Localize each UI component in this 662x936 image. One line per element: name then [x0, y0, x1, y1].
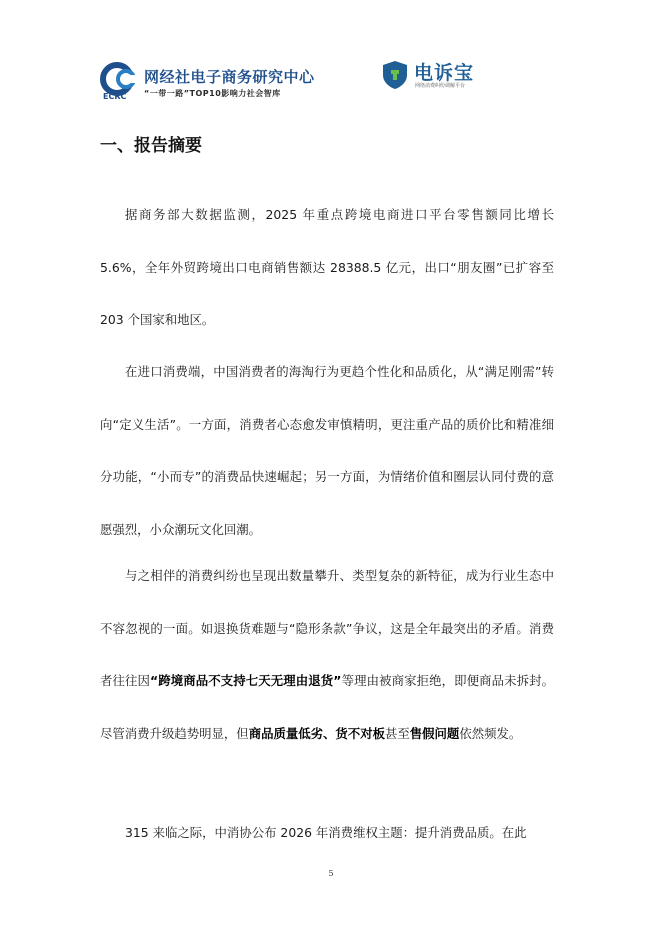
page-header [100, 58, 570, 104]
ecrc-abbr: ECRC [103, 92, 127, 101]
ecrc-org-name: 网经社电子商务研究中心 [144, 68, 315, 86]
ecrc-org-slogan: “一带一路”TOP10影响力社会智库 [144, 89, 281, 98]
ecrc-brand [100, 62, 330, 102]
paragraph-3-text: 与之相伴的消费纠纷也呈现出数量攀升、类型复杂的新特征，成为行业生态中不容忽视的一面。如退换货难题与“隐形条款”争议，这是全年最突出的矛盾。消费者往往因 [100, 568, 554, 689]
dsb-shield-icon [382, 60, 408, 90]
paragraph-4: 315 来临之际，中消协公布 2026 年消费维权主题：提升消费品质。在此 [125, 825, 527, 840]
paragraph-3 [100, 550, 554, 760]
paragraph-3-text: 等理由被商家拒绝，即便商品未拆封。尽管消费升级趋势明显，但 [100, 673, 554, 741]
paragraph-3-emphasis-quality: 商品质量低劣、货不对板 [248, 725, 385, 741]
paragraph-3-emphasis-counterfeit: 售假问题 [409, 725, 460, 741]
section-title: 一、报告摘要 [100, 136, 202, 156]
paragraph-2: 在进口消费端，中国消费者的海淘行为更趋个性化和品质化，从“满足刚需”转向“定义生活”。一方面，消费者心态愈发审慎精明，更注重产品的质价比和精准细分功能，“小而专”的消费品快速崛起；另一方面，为情绪价值和圈层认同付费的意愿强烈，小众潮玩文化回潮。 [100, 364, 554, 537]
paragraph-3-emphasis-no-return: “跨境商品不支持七天无理由退货” [150, 673, 342, 689]
dsb-org-subtitle: 网络消费纠纷调解平台 [415, 83, 466, 89]
paragraph-3-text: 甚至 [384, 725, 410, 741]
paragraph-3-text: 依然频发。 [459, 725, 522, 741]
page-number: 5 [328, 869, 334, 878]
dsb-brand [382, 58, 522, 98]
paragraph-1: 据商务部大数据监测，2025 年重点跨境电商进口平台零售额同比增长 5.6%，全年外贸跨境出口电商销售额达 28388.5 亿元，出口“朋友圈”已扩容至 203 个国家和地区。 [100, 207, 554, 328]
dsb-org-name: 电诉宝 [414, 62, 475, 84]
